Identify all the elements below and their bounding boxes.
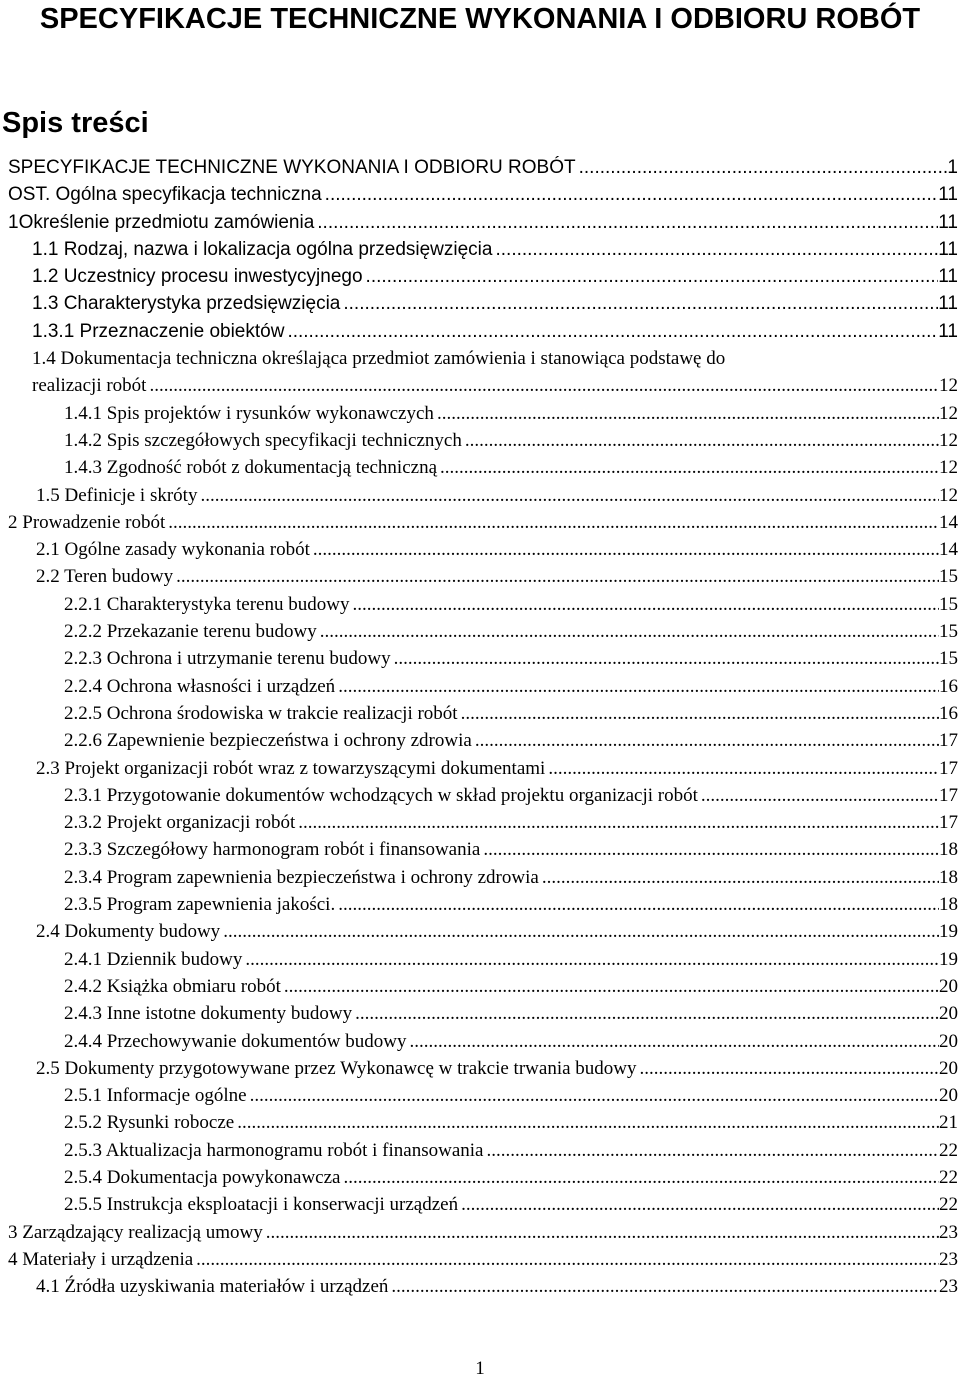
toc-dot-leader [366, 263, 939, 290]
toc-dot-leader [284, 973, 939, 1000]
toc-entry-page: 20 [939, 1030, 958, 1052]
toc-entry[interactable] [0, 400, 960, 427]
toc-entry[interactable] [0, 454, 960, 481]
toc-dot-leader [320, 618, 939, 645]
toc-entry-label: OST. Ogólna specyfikacja techniczna [8, 184, 322, 206]
toc-entry-label: 2.2 Teren budowy [36, 566, 174, 588]
toc-dot-leader [250, 1082, 939, 1109]
toc-entry-label: 2.2.1 Charakterystyka terenu budowy [64, 593, 350, 615]
toc-entry-label: 2.5 Dokumenty przygotowywane przez Wykonawcę w trakcie trwania budowy [36, 1057, 637, 1079]
toc-entry-page: 11 [938, 293, 958, 315]
toc-entry-row [64, 618, 958, 645]
toc-entry-row [64, 427, 958, 454]
toc-entry-row [8, 509, 958, 536]
toc-entry-row [64, 1109, 958, 1136]
toc-entry-row [8, 154, 958, 181]
toc-entry-row [64, 700, 958, 727]
toc-entry-label: 1.3 Charakterystyka przedsięwzięcia [32, 293, 341, 315]
toc-dot-leader [313, 536, 939, 563]
toc-entry[interactable] [0, 1137, 960, 1164]
toc-entry-label: 2 Prowadzenie robót [8, 511, 166, 533]
toc-dot-leader [338, 673, 939, 700]
toc-entry[interactable] [0, 290, 960, 317]
toc-dot-leader [440, 454, 939, 481]
toc-entry-label: 2.2.3 Ochrona i utrzymanie terenu budowy [64, 648, 391, 670]
toc-dot-leader [461, 1191, 939, 1218]
toc-entry-row [64, 836, 958, 863]
toc-entry[interactable] [0, 1000, 960, 1027]
toc-entry-label: 2.3.5 Program zapewnienia jakości. [64, 894, 336, 916]
toc-dot-leader [298, 809, 939, 836]
toc-dot-leader [486, 1137, 939, 1164]
toc-entry-page: 19 [939, 948, 958, 970]
toc-dot-leader [475, 727, 939, 754]
toc-dot-leader [149, 372, 939, 399]
toc-entry[interactable] [0, 1191, 960, 1218]
toc-entry-row [64, 454, 958, 481]
toc-entry-page: 12 [939, 484, 958, 506]
toc-entry-page: 18 [939, 839, 958, 861]
toc-entry[interactable] [0, 946, 960, 973]
toc-dot-leader [237, 1109, 939, 1136]
toc-entry-row [8, 209, 958, 236]
toc-dot-leader [266, 1219, 939, 1246]
toc-entry[interactable] [0, 836, 960, 863]
toc-entry-page: 15 [939, 566, 958, 588]
toc-entry-row [32, 318, 958, 345]
toc-entry[interactable] [0, 673, 960, 700]
toc-entry-row [64, 1082, 958, 1109]
toc-entry-label: SPECYFIKACJE TECHNICZNE WYKONANIA I ODBIORU ROBÓT [8, 157, 576, 178]
toc-entry-page: 14 [939, 511, 958, 533]
toc-entry-row [64, 891, 958, 918]
toc-entry-row [64, 591, 958, 618]
toc-entry-label: 2.4.3 Inne istotne dokumenty budowy [64, 1003, 353, 1025]
toc-dot-leader [343, 1164, 939, 1191]
toc-entry-label: 2.5.3 Aktualizacja harmonogramu robót i finansowania [64, 1139, 484, 1161]
toc-entry[interactable] [0, 918, 960, 945]
toc-entry-row [32, 290, 958, 317]
toc-dot-leader [355, 1000, 939, 1027]
toc-entry-page: 20 [939, 1085, 958, 1107]
toc-entry-page: 12 [939, 429, 958, 451]
toc-entry-label: 2.3.2 Projekt organizacji robót [64, 812, 296, 834]
toc-entry-label: 2.5.1 Informacje ogólne [64, 1085, 247, 1107]
toc-entry-page: 11 [938, 184, 958, 206]
toc-dot-leader [391, 1273, 939, 1300]
toc-entry-label: 1.4 Dokumentacja techniczna określająca przedmiot zamówienia i stanowiąca podstawę do [32, 348, 726, 370]
toc-entry-label: 2.3.1 Przygotowanie dokumentów wchodzących w skład projektu organizacji robót [64, 784, 698, 806]
toc-entry[interactable] [0, 618, 960, 645]
toc-entry-label: 1Określenie przedmiotu zamówienia [8, 211, 315, 233]
toc-entry-label: 2.2.5 Ochrona środowiska w trakcie realizacji robót [64, 702, 458, 724]
toc-entry-row [64, 400, 958, 427]
toc-entry-page: 17 [939, 812, 958, 834]
toc-dot-leader [465, 427, 939, 454]
toc-entry-row [36, 536, 958, 563]
toc-entry-page: 15 [939, 648, 958, 670]
toc-entry[interactable] [0, 209, 960, 236]
toc-entry-row [32, 236, 958, 263]
toc-entry-label: 2.1 Ogólne zasady wykonania robót [36, 539, 310, 561]
page-number: 1 [475, 1358, 485, 1379]
toc-dot-leader [343, 290, 938, 317]
toc-entry-page: 12 [939, 402, 958, 424]
toc-entry-label: 4.1 Źródła uzyskiwania materiałów i urządzeń [36, 1276, 389, 1298]
toc-entry-page: 11 [938, 320, 958, 342]
toc-entry-page: 12 [939, 457, 958, 479]
toc-entry-label: 2.2.6 Zapewnienie bezpieczeństwa i ochrony zdrowia [64, 730, 472, 752]
toc-entry-page: 20 [939, 1003, 958, 1025]
toc-entry[interactable] [0, 864, 960, 891]
toc-entry-label: 1.4.2 Spis szczegółowych specyfikacji technicznych [64, 429, 462, 451]
toc-entry[interactable] [0, 154, 960, 181]
toc-entry-label: 2.4.2 Książka obmiaru robót [64, 975, 281, 997]
toc-entry-label: 3 Zarządzający realizacją umowy [8, 1221, 263, 1243]
toc-entry-label: 1.1 Rodzaj, nazwa i lokalizacja ogólna przedsięwzięcia [32, 238, 493, 260]
document-title: SPECYFIKACJE TECHNICZNE WYKONANIA I ODBIORU ROBÓT [39, 3, 921, 35]
toc-entry[interactable] [0, 563, 960, 590]
toc-entry-row [64, 1164, 958, 1191]
toc-entry-label: 2.3 Projekt organizacji robót wraz z towarzyszącymi dokumentami [36, 757, 546, 779]
toc-dot-leader [483, 836, 939, 863]
toc-entry-label: realizacji robót [32, 375, 147, 397]
toc-dot-leader [325, 181, 939, 208]
toc-dot-leader [437, 400, 939, 427]
toc-entry-label: 2.2.4 Ochrona własności i urządzeń [64, 675, 336, 697]
toc-entry-page: 12 [939, 375, 958, 397]
toc-entry-page: 11 [938, 266, 958, 288]
toc-dot-leader [317, 209, 938, 236]
toc-dot-leader [542, 864, 939, 891]
toc-dot-leader [579, 154, 948, 181]
toc-entry[interactable] [0, 645, 960, 672]
toc-entry-label: 1.3.1 Przeznaczenie obiektów [32, 320, 285, 342]
toc-entry-page: 17 [939, 757, 958, 779]
toc-entry[interactable] [0, 263, 960, 290]
toc-entry-page: 22 [939, 1166, 958, 1188]
toc-entry-label: 1.4.1 Spis projektów i rysunków wykonawczych [64, 402, 434, 424]
toc-entry-row [64, 1137, 958, 1164]
toc-dot-leader [200, 482, 939, 509]
toc-entry-row [64, 864, 958, 891]
toc-entry-row [64, 673, 958, 700]
toc-entry[interactable] [0, 181, 960, 208]
toc-entry-page: 18 [939, 894, 958, 916]
toc-entry-label: 2.2.2 Przekazanie terenu budowy [64, 621, 317, 643]
toc-entry-label: 2.4 Dokumenty budowy [36, 921, 221, 943]
toc-entry-row [8, 1219, 958, 1246]
toc-entry-page: 17 [939, 784, 958, 806]
toc-entry-page: 21 [939, 1112, 958, 1134]
toc-entry-page: 19 [939, 921, 958, 943]
toc-dot-leader [548, 755, 939, 782]
toc-entry-label: 2.5.4 Dokumentacja powykonawcza [64, 1166, 341, 1188]
toc-dot-leader [245, 946, 939, 973]
toc-entry-page: 1 [947, 157, 958, 178]
toc-dot-leader [394, 645, 939, 672]
toc-entry-row [64, 1000, 958, 1027]
toc-entry[interactable] [0, 1246, 960, 1273]
toc-entry-row [32, 372, 958, 399]
toc-dot-leader [196, 1246, 939, 1273]
toc-entry[interactable] [0, 1109, 960, 1136]
toc-entry-page: 18 [939, 866, 958, 888]
toc-entry[interactable] [0, 482, 960, 509]
toc-entry-label: 2.4.4 Przechowywanie dokumentów budowy [64, 1030, 407, 1052]
toc-entry[interactable] [0, 1219, 960, 1246]
toc-dot-leader [495, 236, 938, 263]
toc-entry-label: 4 Materiały i urządzenia [8, 1248, 194, 1270]
toc-entry-row [64, 782, 958, 809]
toc-entry[interactable] [0, 1055, 960, 1082]
toc-entry-row [36, 563, 958, 590]
toc-entry-page: 23 [939, 1276, 958, 1298]
toc-entry-page: 15 [939, 621, 958, 643]
toc-dot-leader [338, 891, 939, 918]
toc-entry[interactable] [0, 755, 960, 782]
toc-entry[interactable] [0, 782, 960, 809]
toc-entry-row [36, 1055, 958, 1082]
table-of-contents [0, 154, 960, 1300]
toc-entry-row [32, 263, 958, 290]
toc-entry-page: 23 [939, 1221, 958, 1243]
toc-entry[interactable] [0, 427, 960, 454]
toc-entry[interactable] [0, 1082, 960, 1109]
toc-dot-leader [168, 509, 939, 536]
toc-entry-row [64, 946, 958, 973]
toc-entry-page: 16 [939, 702, 958, 724]
toc-entry-label: 1.5 Definicje i skróty [36, 484, 198, 506]
toc-entry-row [64, 1191, 958, 1218]
toc-entry-row [64, 1028, 958, 1055]
toc-entry-label: 2.4.1 Dziennik budowy [64, 948, 243, 970]
toc-dot-leader [176, 563, 939, 590]
toc-entry-page: 11 [938, 238, 958, 260]
toc-dot-leader [640, 1055, 939, 1082]
toc-entry-label: 1.4.3 Zgodność robót z dokumentacją techniczną [64, 457, 438, 479]
toc-entry[interactable] [0, 1273, 960, 1300]
toc-entry-label: 2.5.2 Rysunki robocze [64, 1112, 235, 1134]
toc-entry[interactable] [0, 345, 960, 400]
toc-entry-label: 2.3.3 Szczegółowy harmonogram robót i finansowania [64, 839, 481, 861]
toc-entry-row [8, 1246, 958, 1273]
toc-entry-row [36, 1273, 958, 1300]
toc-entry[interactable] [0, 727, 960, 754]
toc-entry[interactable] [0, 973, 960, 1000]
toc-dot-leader [352, 591, 939, 618]
toc-entry[interactable] [0, 1028, 960, 1055]
toc-entry-label: 2.5.5 Instrukcja eksploatacji i konserwacji urządzeń [64, 1194, 459, 1216]
toc-dot-leader [701, 782, 939, 809]
toc-entry[interactable] [0, 591, 960, 618]
toc-entry-row [64, 973, 958, 1000]
toc-entry-page: 20 [939, 1057, 958, 1079]
toc-entry-page: 22 [939, 1139, 958, 1161]
toc-entry-row [36, 918, 958, 945]
toc-dot-leader [287, 318, 938, 345]
toc-entry[interactable] [0, 509, 960, 536]
toc-heading: Spis treści [2, 107, 149, 139]
toc-dot-leader [409, 1028, 939, 1055]
toc-entry-page: 16 [939, 675, 958, 697]
toc-entry[interactable] [0, 318, 960, 345]
toc-entry-page: 17 [939, 730, 958, 752]
toc-dot-leader [461, 700, 939, 727]
toc-entry[interactable] [0, 236, 960, 263]
toc-dot-leader [223, 918, 939, 945]
toc-entry-label: 1.2 Uczestnicy procesu inwestycyjnego [32, 266, 363, 288]
toc-entry-page: 22 [939, 1194, 958, 1216]
toc-entry-page: 14 [939, 539, 958, 561]
toc-entry[interactable] [0, 536, 960, 563]
toc-entry[interactable] [0, 700, 960, 727]
toc-entry[interactable] [0, 809, 960, 836]
toc-entry-page: 23 [939, 1248, 958, 1270]
toc-entry-label: 2.3.4 Program zapewnienia bezpieczeństwa i ochrony zdrowia [64, 866, 539, 888]
toc-entry-row [64, 809, 958, 836]
toc-entry-row [36, 755, 958, 782]
toc-entry-row [64, 645, 958, 672]
toc-entry-row [64, 727, 958, 754]
toc-entry[interactable] [0, 891, 960, 918]
toc-entry-page: 11 [938, 211, 958, 233]
toc-entry-page: 15 [939, 593, 958, 615]
toc-entry[interactable] [0, 1164, 960, 1191]
toc-entry-row [8, 181, 958, 208]
toc-entry-page: 20 [939, 975, 958, 997]
toc-entry-row [36, 482, 958, 509]
